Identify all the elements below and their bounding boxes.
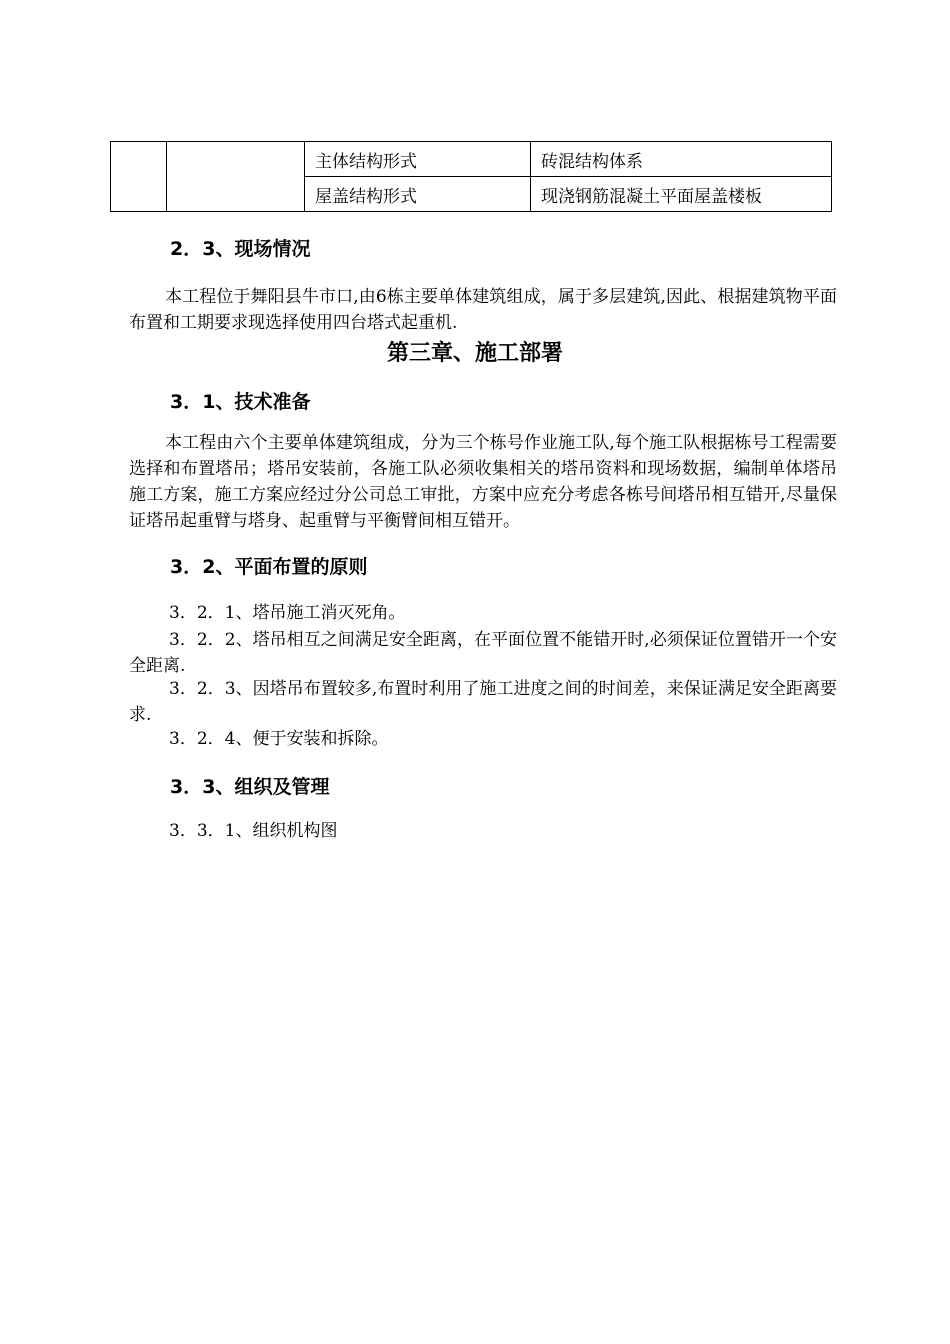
list-item: 3．2．3、因塔吊布置较多,布置时利用了施工进度之间的时间差，来保证满足安全距离要求.: [129, 679, 837, 725]
structure-table: [110, 141, 832, 212]
table-cell-empty: [111, 142, 167, 212]
table-cell-label: 屋盖结构形式: [305, 177, 531, 212]
table-cell-label: 主体结构形式: [305, 142, 531, 177]
section-heading-2-3: 2．3、现场情况: [170, 238, 311, 260]
list-item: 3．2．1、塔吊施工消灭死角。: [169, 603, 406, 623]
table-cell-value: 现浇钢筋混凝土平面屋盖楼板: [531, 177, 832, 212]
section-heading-3-2: 3．2、平面布置的原则: [170, 556, 368, 578]
list-item: 3．2．2、塔吊相互之间满足安全距离，在平面位置不能错开时,必须保证位置错开一个安全距离.: [129, 630, 837, 676]
section-heading-3-1: 3．1、技术准备: [170, 391, 311, 413]
table-row: [111, 142, 832, 177]
table-cell-empty: [167, 142, 305, 212]
list-item: 3．3．1、组织机构图: [169, 821, 338, 841]
section-body-2-3: 本工程位于舞阳县牛市口,由6栋主要单体建筑组成，属于多层建筑,因此、根据建筑物平面布置和工期要求现选择使用四台塔式起重机.: [129, 287, 837, 333]
chapter-title: 第三章、施工部署: [386, 341, 563, 366]
list-item: 3．2．4、便于安装和拆除。: [169, 729, 389, 749]
section-heading-3-3: 3．3、组织及管理: [170, 776, 330, 798]
section-body-3-1: 本工程由六个主要单体建筑组成，分为三个栋号作业施工队,每个施工队根据栋号工程需要选择和布置塔吊；塔吊安装前，各施工队必须收集相关的塔吊资料和现场数据，编制单体塔吊施工方案，施工方案应经过分公司总工审批，方案中应充分考虑各栋号间塔吊相互错开,尽量保证塔吊起重臂与塔身、起重臂与平衡臂间相互错开。: [129, 433, 837, 531]
table-cell-value: 砖混结构体系: [531, 142, 832, 177]
